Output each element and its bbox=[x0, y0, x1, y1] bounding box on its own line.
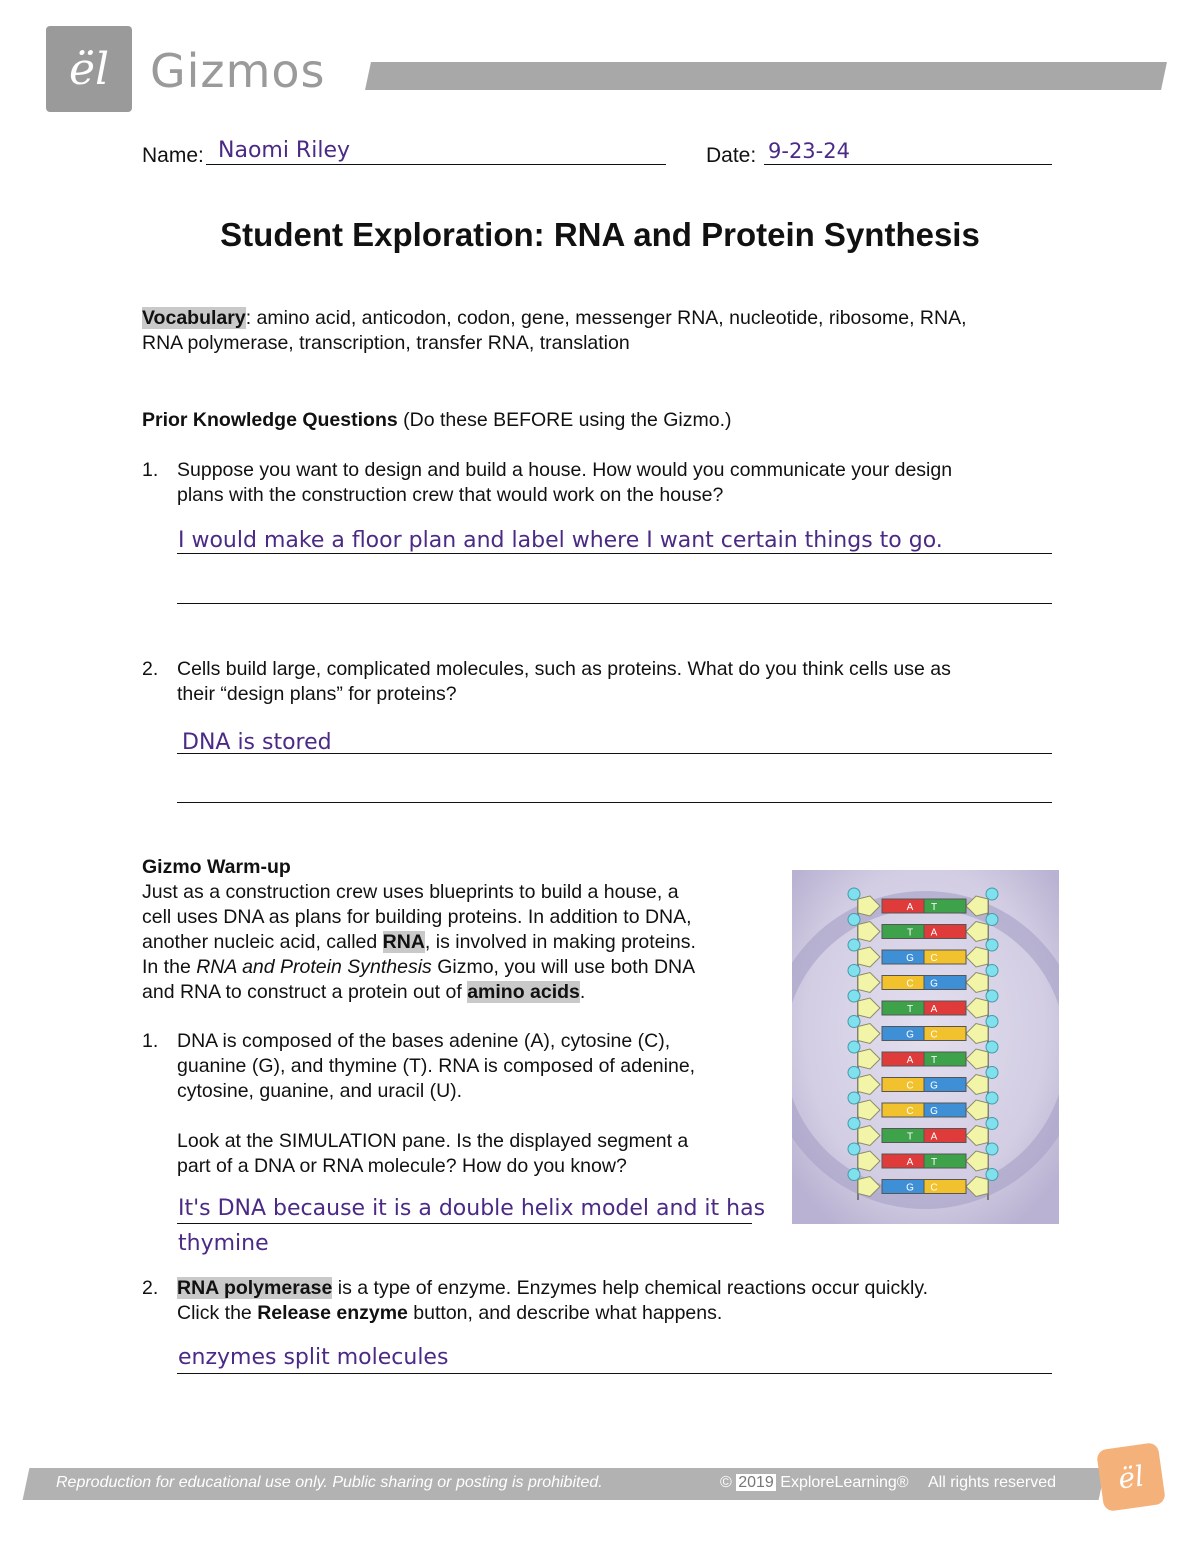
date-field[interactable] bbox=[764, 163, 1052, 165]
base-left bbox=[882, 1154, 924, 1168]
name-label: Name: bbox=[142, 144, 204, 167]
phosphate-left bbox=[848, 1169, 860, 1181]
warmup-q1-answer-line2: thymine bbox=[178, 1231, 269, 1256]
prior-q2-answer: DNA is stored bbox=[182, 730, 332, 755]
amino-acids-term: amino acids bbox=[467, 981, 580, 1003]
prior-q2-text bbox=[177, 657, 1077, 707]
base-label: C bbox=[930, 1182, 938, 1194]
vocabulary-line1: : amino acid, anticodon, codon, gene, messenger RNA, nucleotide, ribosome, RNA, bbox=[245, 307, 967, 329]
base-left bbox=[882, 950, 924, 964]
footer-notice: Reproduction for educational use only. Public sharing or posting is prohibited. bbox=[56, 1474, 603, 1491]
name-value: Naomi Riley bbox=[218, 138, 350, 163]
base-label: T bbox=[930, 1157, 938, 1168]
phosphate-right bbox=[986, 1041, 998, 1053]
base-label: A bbox=[906, 1055, 914, 1066]
base-label: A bbox=[930, 927, 938, 939]
base-label: T bbox=[930, 902, 938, 913]
base-label: G bbox=[906, 1182, 914, 1194]
date-value: 9-23-24 bbox=[768, 139, 850, 163]
phosphate-left bbox=[848, 1143, 860, 1155]
base-label: G bbox=[930, 978, 938, 990]
warmup-text: another nucleic acid, called bbox=[142, 931, 383, 953]
phosphate-right bbox=[986, 1016, 998, 1028]
phosphate-right bbox=[986, 914, 998, 926]
prior-q1-number: 1. bbox=[142, 459, 159, 481]
phosphate-right bbox=[986, 1143, 998, 1155]
warmup-q2-text-part: is a type of enzyme. Enzymes help chemical reactions occur quickly. bbox=[332, 1277, 929, 1299]
dna-simulation-svg bbox=[792, 870, 1059, 1224]
base-label: A bbox=[930, 1131, 938, 1143]
warmup-para-line4 bbox=[142, 955, 782, 980]
rna-term: RNA bbox=[382, 931, 425, 953]
warmup-q2-text bbox=[177, 1276, 1077, 1326]
base-label: T bbox=[906, 1004, 914, 1015]
base-left bbox=[882, 1001, 924, 1015]
vocabulary-line2: RNA polymerase, transcription, transfer RNA, translation bbox=[142, 332, 630, 354]
prior-q1-line2: plans with the construction crew that would work on the house? bbox=[177, 484, 724, 506]
warmup-text: , is involved in making proteins. bbox=[424, 931, 696, 953]
prior-q2-line2: their “design plans” for proteins? bbox=[177, 683, 457, 705]
footer-rights: All rights reserved bbox=[928, 1474, 1057, 1491]
base-label: A bbox=[930, 1004, 938, 1015]
explorelearning-logo bbox=[46, 26, 132, 112]
phosphate-left bbox=[848, 939, 860, 951]
phosphate-left bbox=[848, 1118, 860, 1130]
prior-q2-answer-line-2[interactable] bbox=[177, 801, 1052, 803]
base-left bbox=[882, 1103, 924, 1117]
prior-q2-number: 2. bbox=[142, 658, 159, 680]
footer-logo-icon: ël bbox=[1096, 1442, 1166, 1512]
prior-knowledge-heading bbox=[142, 408, 732, 433]
warmup-q2-answer: enzymes split molecules bbox=[178, 1345, 449, 1370]
base-label: T bbox=[906, 1131, 914, 1143]
warmup-q1-text bbox=[177, 1029, 777, 1179]
header-bar bbox=[365, 62, 1167, 90]
base-label: A bbox=[906, 1157, 914, 1168]
base-left bbox=[882, 925, 924, 939]
phosphate-left bbox=[848, 1016, 860, 1028]
warmup-q2-text-part: button, and describe what happens. bbox=[407, 1302, 723, 1324]
prior-heading-label: Prior Knowledge Questions bbox=[142, 409, 398, 431]
base-left bbox=[882, 1180, 924, 1194]
base-label: G bbox=[930, 1106, 938, 1117]
warmup-text: Gizmo, you will use both DNA bbox=[431, 956, 696, 978]
dna-simulation-image bbox=[792, 870, 1059, 1224]
warmup-q2-answer-line[interactable] bbox=[177, 1372, 1052, 1374]
page-title: Student Exploration: RNA and Protein Synthesis bbox=[220, 216, 980, 253]
base-left bbox=[882, 1027, 924, 1041]
prior-q1-answer: I would make a floor plan and label where I want certain things to go. bbox=[178, 528, 943, 553]
base-left bbox=[882, 1129, 924, 1143]
warmup-para-line5 bbox=[142, 980, 782, 1005]
base-label: C bbox=[906, 978, 914, 990]
vocabulary bbox=[142, 306, 1082, 356]
base-label: G bbox=[930, 1080, 938, 1092]
warmup-q2-number: 2. bbox=[142, 1277, 159, 1299]
copyright-company: ExploreLearning® bbox=[775, 1474, 909, 1491]
base-left bbox=[882, 899, 924, 913]
warmup-section bbox=[142, 855, 782, 1005]
rna-polymerase-term: RNA polymerase bbox=[177, 1277, 333, 1299]
base-left bbox=[882, 1052, 924, 1066]
warmup-para-line2: cell uses DNA as plans for building proteins. In addition to DNA, bbox=[142, 906, 692, 928]
explorelearning-logo-icon: ël bbox=[68, 43, 110, 95]
phosphate-left bbox=[848, 965, 860, 977]
footer-copyright bbox=[720, 1474, 909, 1492]
phosphate-right bbox=[986, 965, 998, 977]
base-label: T bbox=[906, 927, 914, 939]
phosphate-right bbox=[986, 990, 998, 1002]
warmup-para-line3 bbox=[142, 930, 782, 955]
warmup-q1-answer-line1: It's DNA because it is a double helix model and it has bbox=[178, 1196, 766, 1221]
warmup-q1-line3: cytosine, guanine, and uracil (U). bbox=[177, 1080, 463, 1102]
copyright-year: 2019 bbox=[738, 1474, 774, 1491]
brand-name: Gizmos bbox=[150, 44, 326, 98]
base-label: C bbox=[906, 1106, 914, 1117]
phosphate-right bbox=[986, 1169, 998, 1181]
prior-heading-note: (Do these BEFORE using the Gizmo.) bbox=[397, 409, 732, 431]
base-left bbox=[882, 1078, 924, 1092]
base-label: C bbox=[930, 953, 938, 964]
release-enzyme-term: Release enzyme bbox=[257, 1302, 408, 1324]
phosphate-right bbox=[986, 1067, 998, 1079]
base-label: G bbox=[906, 953, 914, 964]
prior-q2-answer-line[interactable] bbox=[177, 752, 1052, 754]
warmup-text: . bbox=[579, 981, 586, 1003]
date-label: Date: bbox=[706, 144, 757, 167]
warmup-heading: Gizmo Warm-up bbox=[142, 856, 291, 878]
prior-q1-answer-line[interactable] bbox=[177, 552, 1052, 554]
phosphate-right bbox=[986, 1118, 998, 1130]
phosphate-right bbox=[986, 939, 998, 951]
phosphate-left bbox=[848, 1092, 860, 1104]
warmup-q1-line5: part of a DNA or RNA molecule? How do you know? bbox=[177, 1155, 627, 1177]
phosphate-right bbox=[986, 1092, 998, 1104]
phosphate-right bbox=[986, 888, 998, 900]
warmup-q1-line2: guanine (G), and thymine (T). RNA is composed of adenine, bbox=[177, 1055, 696, 1077]
name-field[interactable] bbox=[206, 163, 666, 165]
phosphate-left bbox=[848, 990, 860, 1002]
vocabulary-label: Vocabulary bbox=[142, 307, 246, 329]
phosphate-left bbox=[848, 914, 860, 926]
copyright-symbol: © bbox=[720, 1474, 737, 1491]
base-label: C bbox=[906, 1080, 914, 1092]
base-label: T bbox=[930, 1055, 938, 1066]
prior-q1-line1: Suppose you want to design and build a house. How would you communicate your design bbox=[177, 459, 953, 481]
base-label: G bbox=[906, 1029, 914, 1041]
warmup-text: and RNA to construct a protein out of bbox=[142, 981, 468, 1003]
gizmo-name: RNA and Protein Synthesis bbox=[196, 956, 432, 978]
warmup-q1-number: 1. bbox=[142, 1030, 159, 1052]
prior-q2-line1: Cells build large, complicated molecules, such as proteins. What do you think cells use as bbox=[177, 658, 951, 680]
phosphate-left bbox=[848, 1067, 860, 1079]
warmup-q1-line1: DNA is composed of the bases adenine (A), cytosine (C), bbox=[177, 1030, 671, 1052]
prior-q1-answer-line-2[interactable] bbox=[177, 602, 1052, 604]
warmup-para-line1: Just as a construction crew uses blueprints to build a house, a bbox=[142, 881, 679, 903]
warmup-q1-answer-line[interactable] bbox=[177, 1222, 752, 1224]
warmup-q1-line4: Look at the SIMULATION pane. Is the displayed segment a bbox=[177, 1130, 689, 1152]
base-left bbox=[882, 976, 924, 990]
base-label: A bbox=[906, 902, 914, 913]
prior-q1-text bbox=[177, 458, 1077, 508]
phosphate-left bbox=[848, 1041, 860, 1053]
base-label: C bbox=[930, 1029, 938, 1041]
phosphate-left bbox=[848, 888, 860, 900]
warmup-text: In the bbox=[142, 956, 197, 978]
warmup-q2-text-part: Click the bbox=[177, 1302, 258, 1324]
